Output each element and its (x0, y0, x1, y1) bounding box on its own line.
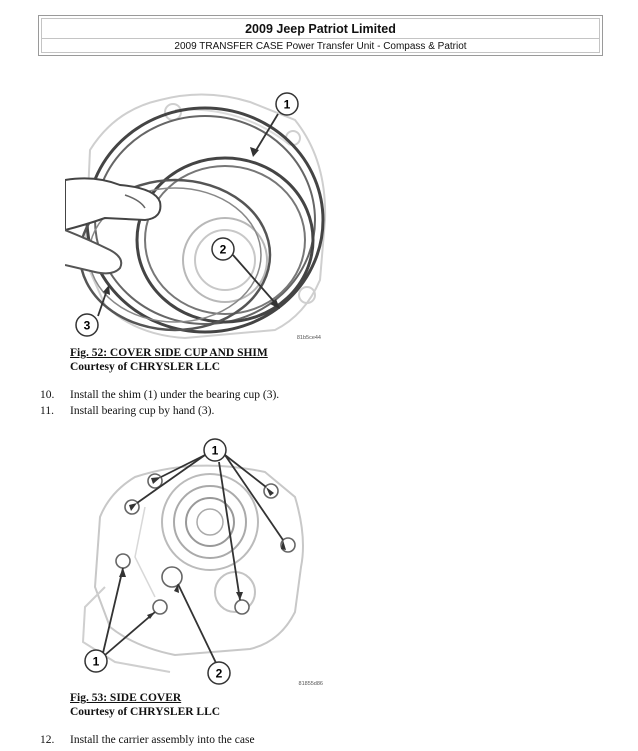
page-header-inner (41, 18, 600, 53)
figure-52-drawing (65, 90, 335, 345)
step-text: Install bearing cup by hand (3). (70, 405, 215, 417)
figure-53-illustration (75, 437, 335, 689)
header-divider (42, 38, 599, 39)
figure-53-code: 81855d86 (298, 681, 323, 687)
step-text: Install the shim (1) under the bearing cup (3). (70, 389, 280, 401)
step-text: Install the carrier assembly into the case (70, 734, 255, 746)
step-12 (40, 733, 255, 747)
document-title: 2009 Jeep Patriot Limited (245, 22, 396, 36)
step-number: 10. (40, 389, 55, 401)
step-number: 12. (40, 734, 55, 746)
figure-53-caption (70, 691, 220, 719)
figure-52-caption (70, 346, 268, 374)
figure-52-code: 81b5ce44 (296, 335, 321, 341)
figure-52-title: Fig. 52: COVER SIDE CUP AND SHIM (70, 347, 268, 359)
step-10 (40, 388, 279, 402)
step-11 (40, 404, 214, 418)
figure-52-illustration (65, 90, 335, 345)
step-number: 11. (40, 405, 54, 417)
figure-53-courtesy: Courtesy of CHRYSLER LLC (70, 706, 221, 718)
callout-3-label: 3 (83, 318, 91, 333)
callout-1-top-label: 1 (211, 443, 219, 458)
page-header (38, 15, 603, 56)
callout-2-label: 2 (219, 242, 227, 257)
callout-1-label: 1 (283, 97, 291, 112)
callout-2-label: 2 (215, 666, 223, 681)
figure-53-title: Fig. 53: SIDE COVER (70, 692, 182, 704)
figure-52-courtesy: Courtesy of CHRYSLER LLC (70, 361, 221, 373)
document-subtitle: 2009 TRANSFER CASE Power Transfer Unit - Compass & Patriot (174, 41, 467, 52)
callout-1-bottom-label: 1 (92, 654, 100, 669)
figure-53-drawing (75, 437, 335, 689)
